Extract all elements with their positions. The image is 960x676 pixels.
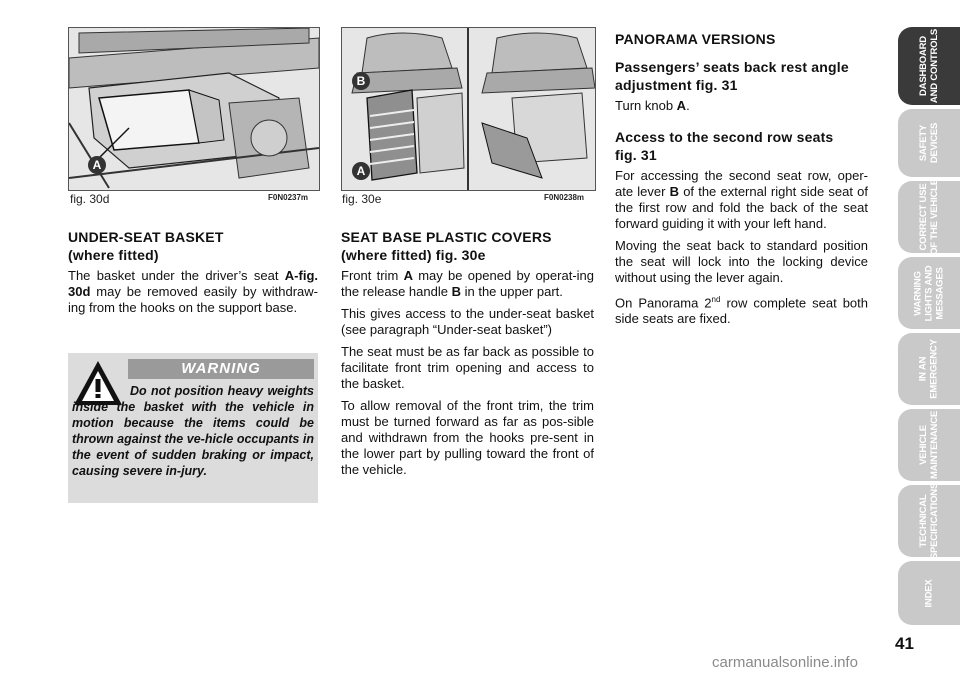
tab-label	[918, 123, 940, 163]
section-heading	[615, 58, 868, 94]
tab-label-line: WARNING	[912, 270, 924, 316]
bold-ref: A-fig. 30d	[68, 268, 318, 299]
tab-label-line: EMERGENCY	[929, 339, 940, 399]
callout-a-circle	[352, 162, 370, 180]
text: Turn knob	[615, 98, 677, 113]
tab-label-line: IN AN	[918, 356, 929, 382]
paragraph: The seat must be as far back as possible to facilitate front trim opening and access to the basket.	[341, 344, 594, 391]
bold-ref: B	[669, 184, 680, 199]
column-panorama-versions	[615, 30, 868, 333]
tab-label-line: INDEX	[923, 578, 935, 608]
section-heading: PANORAMA VERSIONS	[615, 31, 776, 47]
figure-30d-caption: fig. 30d	[70, 192, 110, 206]
heading-line: (where fitted) fig. 30e	[341, 247, 486, 263]
section-heading	[68, 228, 318, 264]
tab-technical-specifications[interactable]	[898, 482, 960, 560]
tab-label-line: CORRECT USE	[918, 183, 930, 251]
heading-line: SEAT BASE PLASTIC COVERS	[341, 229, 552, 245]
tab-in-an-emergency[interactable]	[898, 333, 960, 405]
tab-vehicle-maintenance[interactable]	[898, 409, 960, 481]
figure-30d-code: F0N0237m	[268, 193, 309, 202]
section-heading	[615, 128, 868, 164]
callout-b-circle	[352, 72, 370, 90]
figure-30e-image	[341, 27, 596, 191]
tab-label-line: MESSAGES	[934, 266, 946, 320]
paragraph: To allow removal of the front trim, the trim must be turned forward as far as pos-sible and withdrawn from the hooks pre-sent in the lower part by pulling toward the front of the vehicle.	[341, 398, 594, 477]
tab-index[interactable]	[898, 561, 960, 625]
heading-line: adjustment fig. 31	[615, 77, 738, 93]
tab-label-line: LIGHTS AND	[923, 265, 935, 321]
tab-label-line: VEHICLE	[918, 425, 929, 465]
text: .	[686, 98, 690, 113]
text: Front trim	[341, 268, 404, 283]
tab-correct-use[interactable]	[898, 181, 960, 253]
text: The basket under the driver’s seat	[68, 268, 285, 283]
text: of the external right side seat of the first row and fold the back of the seat forward guiding it with your left hand.	[615, 184, 868, 231]
paragraph	[615, 168, 868, 232]
callout-a-label: A	[356, 164, 366, 178]
tab-label	[918, 339, 940, 398]
tab-label-line: OF THE VEHICLE	[929, 179, 941, 255]
paragraph	[615, 98, 868, 114]
heading-line: Access to the second row seats	[615, 129, 834, 145]
text: For accessing the second seat row, oper-ate lever	[615, 168, 868, 199]
column-seat-base-covers	[341, 228, 594, 484]
tab-label-line: TECHNICAL	[918, 494, 930, 548]
tab-label-line: MAINTENANCE	[929, 411, 940, 479]
text: in the upper part.	[460, 284, 563, 299]
tab-label	[918, 411, 940, 479]
warning-title: WARNING	[128, 359, 314, 379]
superscript: nd	[711, 295, 721, 304]
callout-a-label: A	[92, 158, 102, 172]
tab-label	[918, 29, 940, 103]
figure-30d-image	[68, 27, 320, 191]
seat-basket-illustration	[69, 28, 319, 190]
paragraph: This gives access to the under-seat basket (see paragraph “Under-seat basket”)	[341, 306, 594, 337]
callout-a-circle	[88, 156, 106, 174]
paragraph	[341, 268, 594, 300]
heading-line: (where fitted)	[68, 247, 159, 263]
text: On Panorama 2	[615, 295, 712, 311]
text: may be removed easily by withdraw-ing from the hooks on the support base.	[68, 284, 318, 315]
tab-warning-lights[interactable]	[898, 257, 960, 329]
callout-b-label: B	[356, 74, 366, 88]
watermark-text: carmanualsonline.info	[712, 654, 858, 671]
section-heading	[341, 228, 594, 264]
tab-label	[918, 483, 940, 559]
tab-label-line: AND CONTROLS	[929, 28, 940, 104]
seat-cover-illustration	[342, 28, 595, 190]
tab-label-line: DASHBOARD	[918, 36, 929, 96]
bold-ref: B	[451, 284, 461, 299]
column-under-seat-basket	[68, 228, 318, 322]
tab-label	[923, 579, 934, 607]
tab-label-line: SAFETY	[918, 124, 929, 162]
bold-ref: A	[403, 268, 413, 283]
heading-line: Passengers’ seats back rest angle	[615, 59, 849, 75]
figure-30e-caption: fig. 30e	[342, 192, 382, 206]
text: may be opened by operat-ing the release handle	[341, 268, 594, 299]
page-number: 41	[895, 634, 914, 653]
bold-ref: A	[676, 98, 687, 113]
tab-safety-devices[interactable]	[898, 109, 960, 177]
heading-line: UNDER-SEAT BASKET	[68, 229, 224, 245]
figure-30e-code: F0N0238m	[544, 193, 585, 202]
paragraph	[68, 268, 318, 316]
tab-label-line: SPECIFICATIONS	[929, 482, 941, 560]
tab-dashboard-and-controls[interactable]	[898, 27, 960, 105]
tab-label-line: DEVICES	[929, 122, 940, 164]
tab-label	[912, 265, 945, 321]
heading-line: fig. 31	[615, 147, 657, 163]
tab-label	[918, 179, 940, 255]
text: row complete seat both side seats are fixed.	[615, 295, 868, 327]
paragraph: Moving the seat back to standard position the seat will lock into the locking device without using the lever again.	[615, 238, 868, 285]
warning-box	[68, 353, 318, 503]
paragraph	[615, 292, 868, 327]
warning-text: Do not position heavy weights inside the basket with the vehicle in motion because the items could be thrown against the ve-hicle occupants in the event of sudden braking or impact, causing severe in-jury.	[72, 384, 314, 478]
